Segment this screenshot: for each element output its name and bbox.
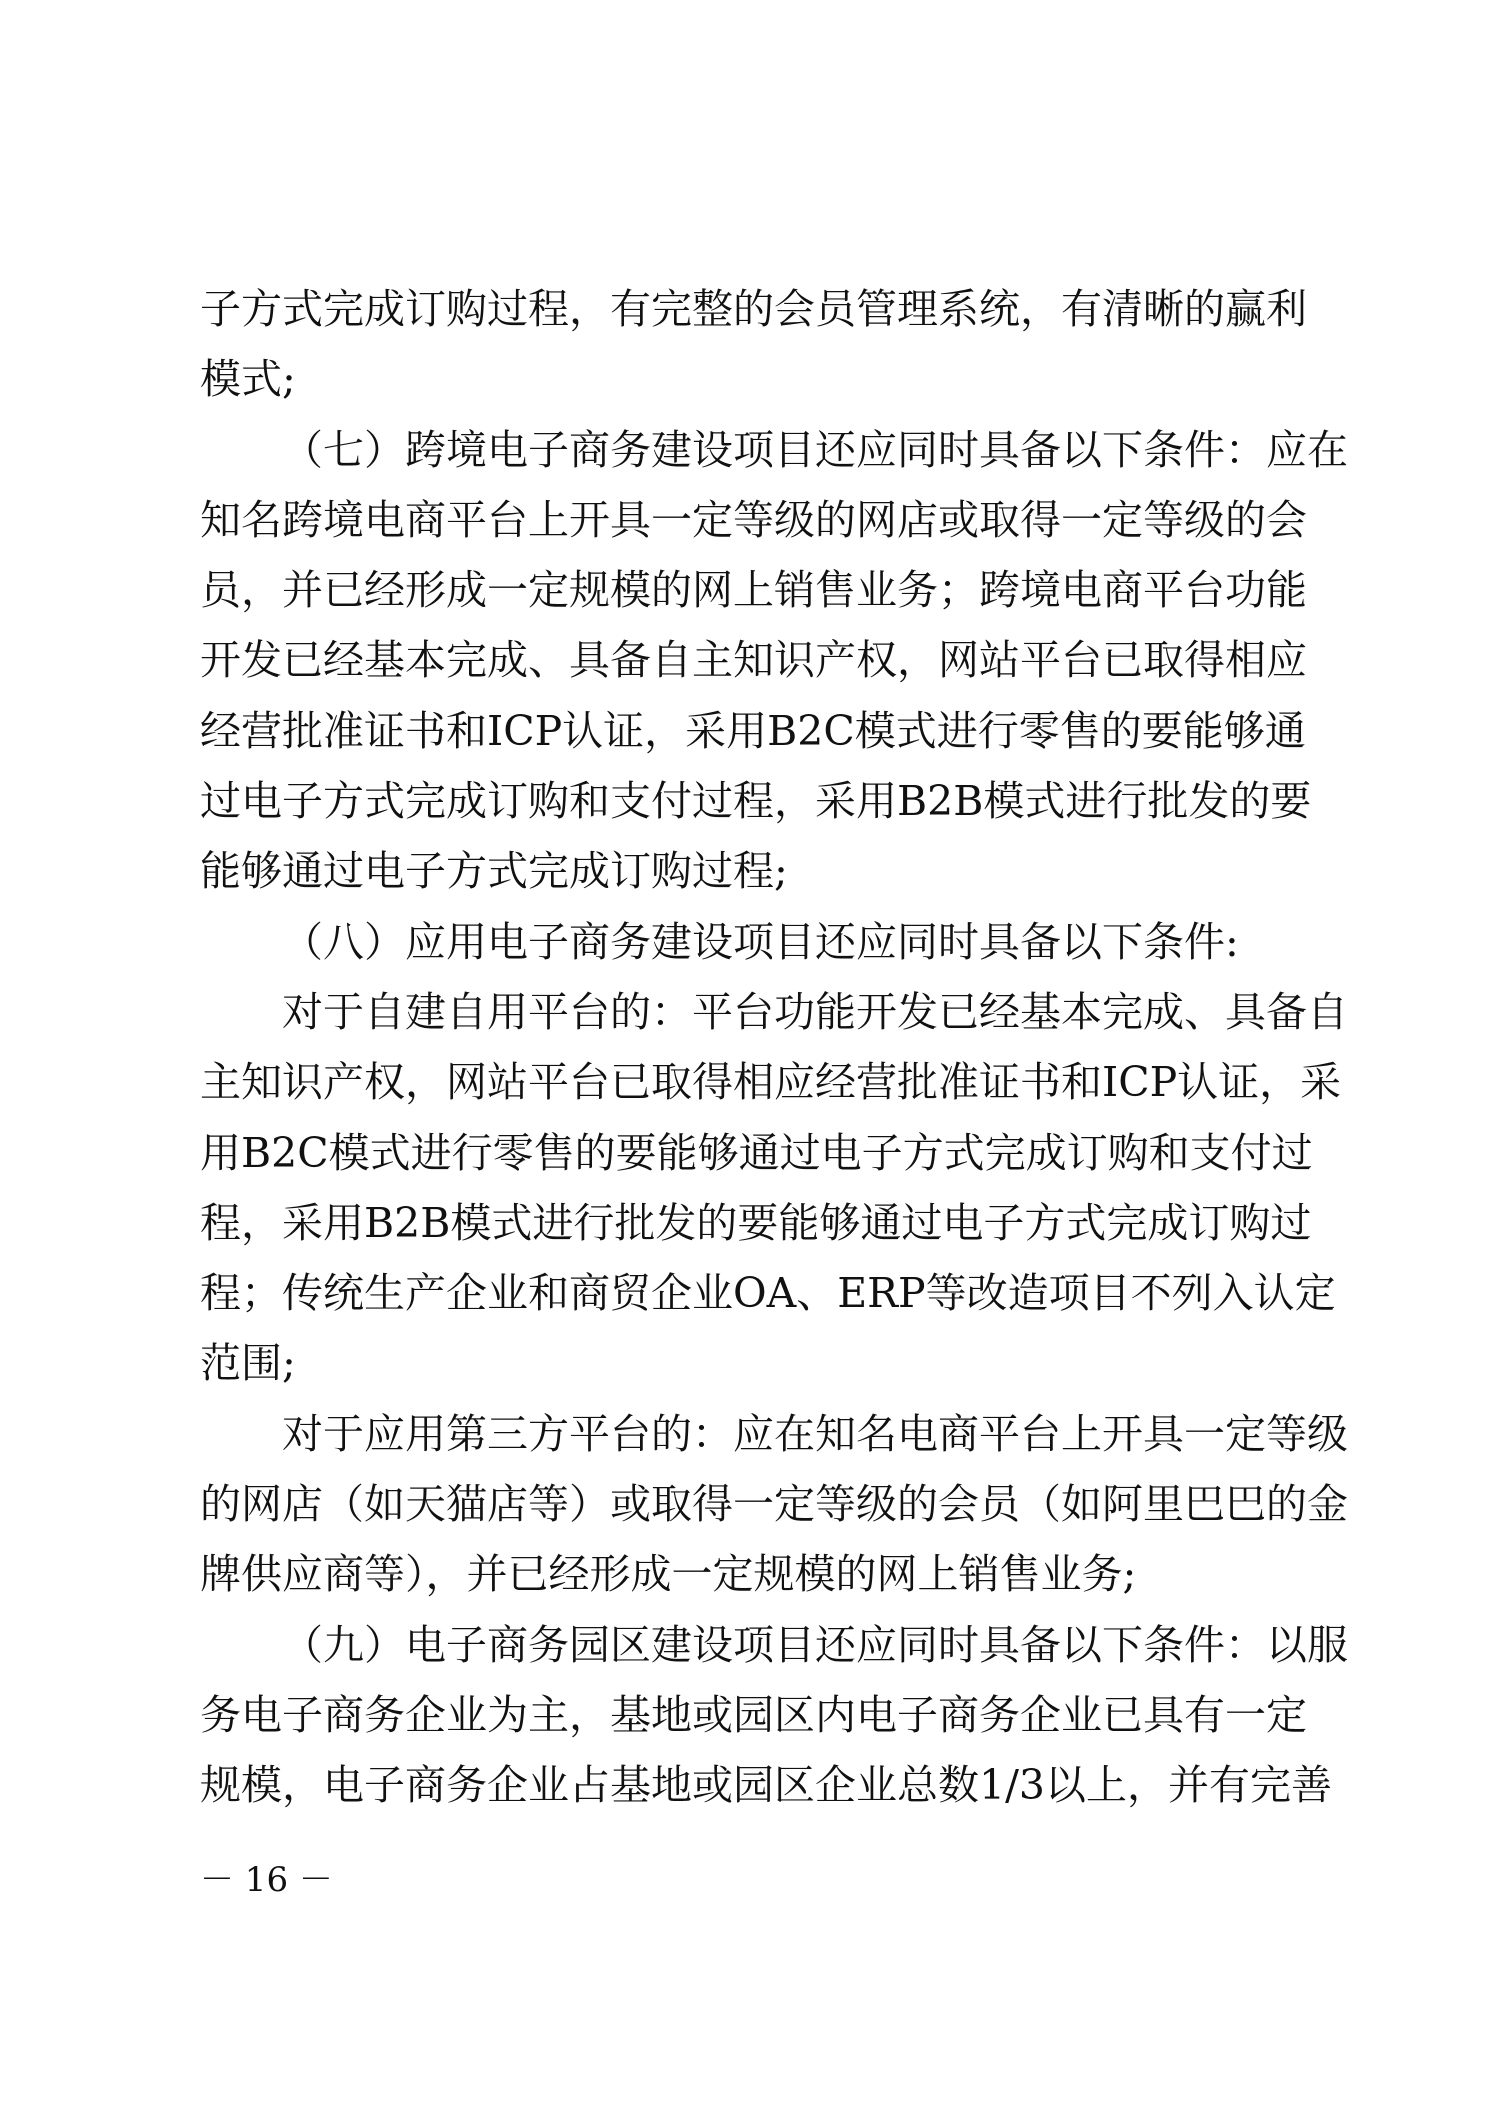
text-line bbox=[200, 1399, 1348, 1469]
text-line bbox=[200, 696, 1306, 766]
text-line-content: （ 九 ） 电 子 商 务 园 区 建 设 项 目 还 应 同 时 具 备 以 下 条 件 ： 以 服 bbox=[282, 1620, 1348, 1669]
text-line bbox=[200, 485, 1306, 555]
text-line-content: 用 B2C 模 式 进 行 零 售 的 要 能 够 通 过 电 子 方 式 完 成 订 购 和 支 付 过 bbox=[200, 1128, 1313, 1177]
text-line-content: （ 七 ） 跨 境 电 子 商 务 建 设 项 目 还 应 同 时 具 备 以 下 条 件 ： 应 在 bbox=[282, 425, 1348, 474]
text-line bbox=[200, 907, 1306, 977]
text-line-content: 员 ， 并 已 经 形 成 一 定 规 模 的 网 上 销 售 业 务 ； 跨 境 电 商 平 台 功 能 bbox=[200, 566, 1307, 615]
text-line-content: 子 方 式 完 成 订 购 过 程 ， 有 完 整 的 会 员 管 理 系 统 ， 有 清 晰 的 赢 利 bbox=[200, 285, 1307, 333]
text-line bbox=[200, 1118, 1313, 1188]
text-line bbox=[200, 1328, 1306, 1398]
text-line-content: 程 ； 传 统 生 产 企 业 和 商 贸 企 业 OA 、 ERP 等 改 造 项 目 不 列 入 认 定 bbox=[200, 1269, 1336, 1318]
text-line-content: 主 知 识 产 权 ， 网 站 平 台 已 取 得 相 应 经 营 批 准 证 书 和 ICP 认 证 ， 采 bbox=[200, 1058, 1342, 1107]
page-number: － 16 － bbox=[200, 1860, 333, 1900]
text-line-content: 对 于 自 建 自 用 平 台 的 ： 平 台 功 能 开 发 已 经 基 本 完 成 、 具 备 自 bbox=[282, 987, 1348, 1036]
text-line bbox=[200, 836, 1306, 906]
text-line bbox=[200, 1610, 1348, 1680]
text-line bbox=[200, 1047, 1342, 1117]
text-line-content: 牌供应商等），并已经形成一定规模的网上销售业务; bbox=[200, 1550, 1137, 1599]
text-line bbox=[200, 274, 1306, 344]
body-text bbox=[200, 274, 1348, 1821]
text-line bbox=[200, 1469, 1348, 1539]
text-line-content: （八）应用电子商务建设项目还应同时具备以下条件: bbox=[282, 917, 1239, 966]
text-line-content: 开 发 已 经 基 本 完 成 、 具 备 自 主 知 识 产 权 ， 网 站 平 台 已 取 得 相 应 bbox=[200, 636, 1307, 685]
text-line bbox=[200, 977, 1348, 1047]
text-line-content: 务 电 子 商 务 企 业 为 主 ， 基 地 或 园 区 内 电 子 商 务 企 业 已 具 有 一 定 bbox=[200, 1690, 1307, 1739]
text-line bbox=[200, 1258, 1336, 1328]
text-line bbox=[200, 555, 1306, 625]
text-line-content: 对 于 应 用 第 三 方 平 台 的 ： 应 在 知 名 电 商 平 台 上 开 具 一 定 等 级 bbox=[282, 1409, 1348, 1458]
text-line bbox=[200, 415, 1348, 485]
text-line-content: 规 模 ， 电 子 商 务 企 业 占 基 地 或 园 区 企 业 总 数 1/3 以 上 ， 并 有 完 善 bbox=[200, 1761, 1332, 1810]
text-line bbox=[200, 1188, 1312, 1258]
text-line-content: 过 电 子 方 式 完 成 订 购 和 支 付 过 程 ， 采 用 B2B 模 式 进 行 批 发 的 要 bbox=[200, 777, 1312, 826]
text-line-content: 模式; bbox=[200, 355, 296, 404]
text-line-content: 的 网 店 （ 如 天 猫 店 等 ） 或 取 得 一 定 等 级 的 会 员 （ 如 阿 里 巴 巴 的 金 bbox=[200, 1480, 1348, 1529]
text-line-content: 知 名 跨 境 电 商 平 台 上 开 具 一 定 等 级 的 网 店 或 取 得 一 定 等 级 的 会 bbox=[200, 495, 1307, 544]
text-line bbox=[200, 344, 1306, 414]
text-line bbox=[200, 625, 1306, 695]
text-line bbox=[200, 1539, 1306, 1609]
text-line bbox=[200, 1680, 1306, 1750]
text-line-content: 能够通过电子方式完成订购过程; bbox=[200, 847, 788, 896]
text-line-content: 经 营 批 准 证 书 和 ICP 认 证 ， 采 用 B2C 模 式 进 行 零 售 的 要 能 够 通 bbox=[200, 706, 1306, 755]
text-line bbox=[200, 766, 1312, 836]
text-line-content: 范围; bbox=[200, 1339, 296, 1388]
text-line bbox=[200, 1750, 1332, 1820]
text-line-content: 程 ， 采 用 B2B 模 式 进 行 批 发 的 要 能 够 通 过 电 子 方 式 完 成 订 购 过 bbox=[200, 1198, 1312, 1247]
